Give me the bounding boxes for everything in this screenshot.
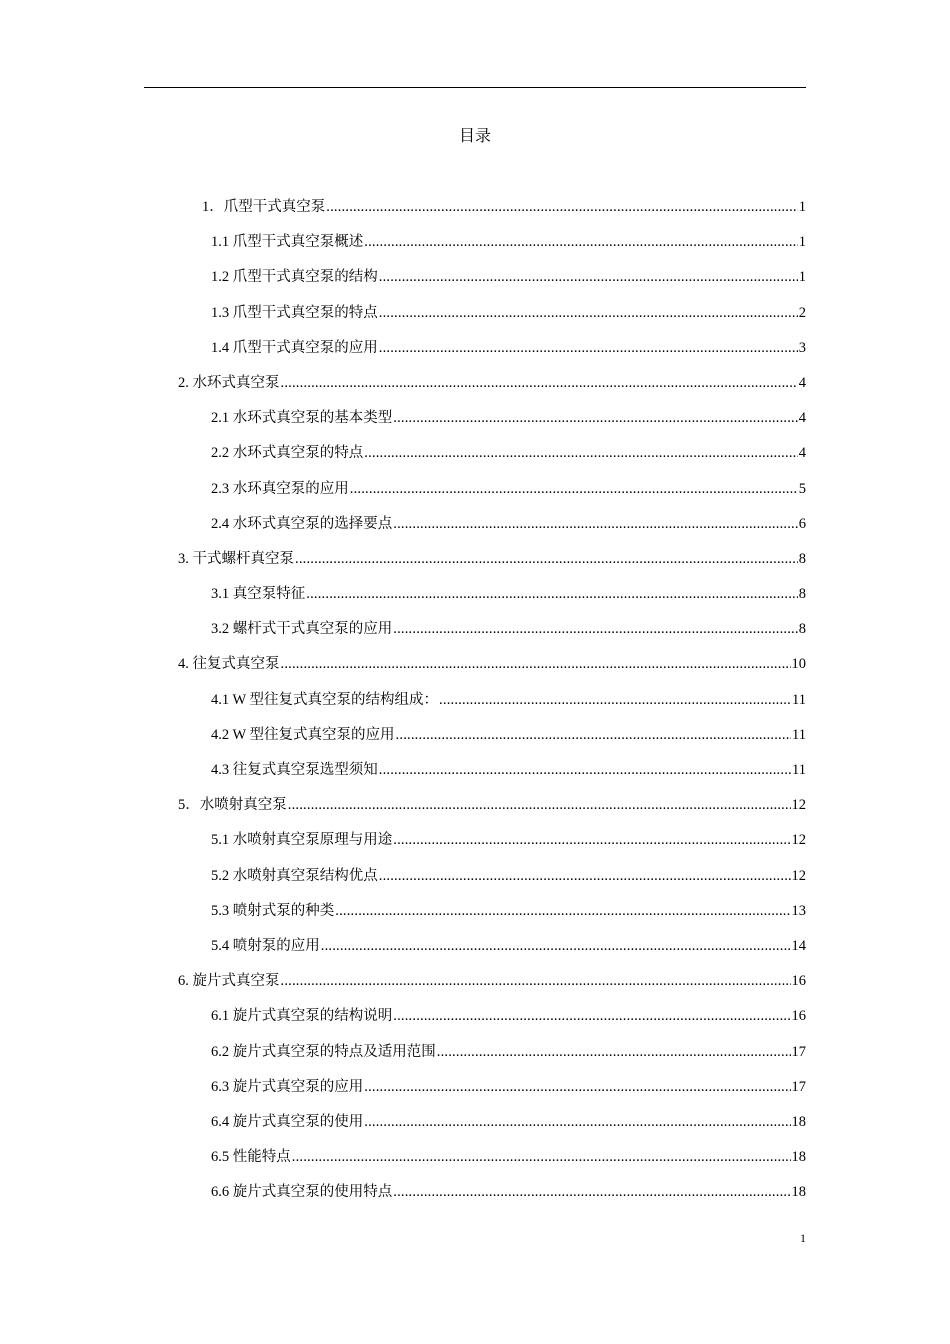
- table-of-contents: [0, 197, 950, 1217]
- toc-entry-text: 2.1 水环式真空泵的基本类型: [211, 410, 393, 427]
- toc-page-number: 1: [798, 269, 806, 286]
- dot-leader: [288, 795, 791, 815]
- toc-entry-2-1[interactable]: [0, 408, 950, 443]
- toc-page-number: 4: [798, 445, 806, 462]
- toc-entry-text: 1.4 爪型干式真空泵的应用: [211, 339, 378, 356]
- dot-leader: [396, 725, 791, 745]
- toc-entry-section-3[interactable]: [0, 549, 950, 584]
- dot-leader: [281, 971, 791, 991]
- toc-entry-text: 3.2 螺杆式干式真空泵的应用: [211, 621, 393, 638]
- toc-page-number: 16: [791, 1008, 806, 1025]
- toc-entry-4-3[interactable]: [0, 760, 950, 795]
- toc-entry-6-6[interactable]: [0, 1182, 950, 1217]
- toc-entry-6-3[interactable]: [0, 1077, 950, 1112]
- toc-page-number: 13: [791, 902, 806, 919]
- dot-leader: [364, 1077, 790, 1097]
- toc-entry-text: 6.6 旋片式真空泵的使用特点: [211, 1184, 393, 1201]
- toc-page-number: 6: [798, 515, 806, 532]
- header-rule: [144, 87, 806, 88]
- toc-entry-text: 4.2 W 型往复式真空泵的应用: [211, 726, 395, 743]
- toc-entry-text: 5.3 喷射式泵的种类: [211, 902, 335, 919]
- toc-page-number: 18: [791, 1184, 806, 1201]
- toc-page-number: 1: [798, 199, 806, 215]
- dot-leader: [321, 936, 791, 956]
- dot-leader: [393, 1182, 790, 1202]
- toc-entry-text: 1．爪型干式真空泵: [202, 199, 326, 215]
- toc-entry-3-2[interactable]: [0, 619, 950, 654]
- toc-entry-5-3[interactable]: [0, 901, 950, 936]
- toc-entry-section-6[interactable]: [0, 971, 950, 1006]
- toc-entry-text: 6.5 性能特点: [211, 1149, 291, 1166]
- toc-entry-section-1[interactable]: [0, 197, 950, 232]
- toc-entry-text: 6.2 旋片式真空泵的特点及适用范围: [211, 1043, 436, 1060]
- toc-entry-text: 3.1 真空泵特征: [211, 586, 306, 603]
- toc-entry-text: 5.2 水喷射真空泵结构优点: [211, 867, 378, 884]
- toc-entry-text: 1.2 爪型干式真空泵的结构: [211, 269, 378, 286]
- toc-page-number: 11: [792, 726, 806, 743]
- toc-page-number: 12: [791, 832, 806, 849]
- page-number-footer: 1: [800, 1231, 806, 1245]
- dot-leader: [439, 690, 791, 710]
- dot-leader: [393, 619, 798, 639]
- dot-leader: [393, 830, 790, 850]
- dot-leader: [326, 197, 798, 217]
- toc-page-number: 14: [791, 937, 806, 954]
- dot-leader: [364, 443, 798, 463]
- toc-entry-text: 6.4 旋片式真空泵的使用: [211, 1113, 364, 1130]
- toc-entry-6-5[interactable]: [0, 1147, 950, 1182]
- toc-page-number: 10: [791, 656, 806, 673]
- toc-entry-2-2[interactable]: [0, 443, 950, 478]
- toc-entry-4-2[interactable]: [0, 725, 950, 760]
- toc-entry-1-2[interactable]: [0, 267, 950, 302]
- toc-entry-text: 6. 旋片式真空泵: [178, 973, 280, 990]
- toc-page-number: 18: [791, 1113, 806, 1130]
- toc-page-number: 11: [792, 691, 806, 708]
- toc-entry-text: 1.1 爪型干式真空泵概述: [211, 234, 364, 251]
- toc-page-number: 2: [798, 304, 806, 321]
- toc-page-number: 11: [792, 762, 806, 778]
- toc-entry-5-1[interactable]: [0, 830, 950, 865]
- toc-entry-text: 5.1 水喷射真空泵原理与用途: [211, 832, 393, 849]
- toc-page-number: 17: [791, 1078, 806, 1095]
- dot-leader: [379, 267, 798, 287]
- dot-leader: [350, 479, 798, 499]
- toc-entry-text: 2.3 水环真空泵的应用: [211, 480, 349, 497]
- toc-page-number: 16: [791, 973, 806, 990]
- toc-entry-2-4[interactable]: [0, 514, 950, 549]
- toc-entry-text: 2.4 水环式真空泵的选择要点: [211, 515, 393, 532]
- dot-leader: [393, 1006, 790, 1026]
- toc-entry-text: 5．水喷射真空泵: [178, 797, 287, 814]
- toc-entry-text: 2.2 水环式真空泵的特点: [211, 445, 364, 462]
- dot-leader: [379, 303, 798, 323]
- toc-entry-4-1[interactable]: [0, 690, 950, 725]
- dot-leader: [281, 373, 798, 393]
- dot-leader: [292, 1147, 791, 1167]
- toc-page-number: 8: [798, 621, 806, 638]
- toc-page-number: 18: [791, 1149, 806, 1166]
- toc-page-number: 4: [798, 374, 806, 391]
- toc-entry-3-1[interactable]: [0, 584, 950, 619]
- toc-entry-1-1[interactable]: [0, 232, 950, 267]
- toc-page-number: 12: [791, 797, 806, 814]
- toc-entry-6-1[interactable]: [0, 1006, 950, 1041]
- toc-page-number: 4: [798, 410, 806, 427]
- dot-leader: [379, 760, 791, 780]
- toc-entry-text: 4.3 往复式真空泵选型须知: [211, 762, 378, 778]
- toc-entry-text: 5.4 喷射泵的应用: [211, 937, 320, 954]
- toc-page-number: 8: [798, 586, 806, 603]
- toc-entry-text: 4. 往复式真空泵: [178, 656, 280, 673]
- toc-entry-text: 4.1 W 型往复式真空泵的结构组成：: [211, 691, 439, 708]
- toc-entry-5-4[interactable]: [0, 936, 950, 971]
- dot-leader: [364, 232, 798, 252]
- dot-leader: [281, 654, 791, 674]
- toc-entry-1-3[interactable]: [0, 303, 950, 338]
- toc-page-number: 3: [798, 339, 806, 356]
- toc-entry-2-3[interactable]: [0, 479, 950, 514]
- dot-leader: [379, 338, 798, 358]
- dot-leader: [335, 901, 790, 921]
- toc-entry-6-4[interactable]: [0, 1112, 950, 1147]
- toc-entry-section-4[interactable]: [0, 654, 950, 689]
- toc-page-number: 5: [798, 480, 806, 497]
- dot-leader: [379, 866, 791, 886]
- dot-leader: [393, 514, 798, 534]
- toc-page-number: 1: [798, 234, 806, 251]
- toc-title: 目录: [458, 128, 491, 145]
- toc-entry-text: 6.3 旋片式真空泵的应用: [211, 1078, 364, 1095]
- toc-entry-text: 3. 干式螺杆真空泵: [178, 550, 294, 567]
- dot-leader: [393, 408, 798, 428]
- toc-entry-1-4[interactable]: [0, 338, 950, 373]
- toc-entry-text: 6.1 旋片式真空泵的结构说明: [211, 1008, 393, 1025]
- toc-entry-text: 2. 水环式真空泵: [178, 374, 280, 391]
- toc-entry-6-2[interactable]: [0, 1042, 950, 1077]
- dot-leader: [306, 584, 798, 604]
- toc-page-number: 17: [791, 1043, 806, 1060]
- toc-entry-5-2[interactable]: [0, 866, 950, 901]
- dot-leader: [295, 549, 798, 569]
- toc-page-number: 8: [798, 550, 806, 567]
- toc-entry-text: 1.3 爪型干式真空泵的特点: [211, 304, 378, 321]
- toc-entry-section-2[interactable]: [0, 373, 950, 408]
- toc-page-number: 12: [791, 867, 806, 884]
- toc-entry-section-5[interactable]: [0, 795, 950, 830]
- dot-leader: [437, 1042, 791, 1062]
- dot-leader: [364, 1112, 790, 1132]
